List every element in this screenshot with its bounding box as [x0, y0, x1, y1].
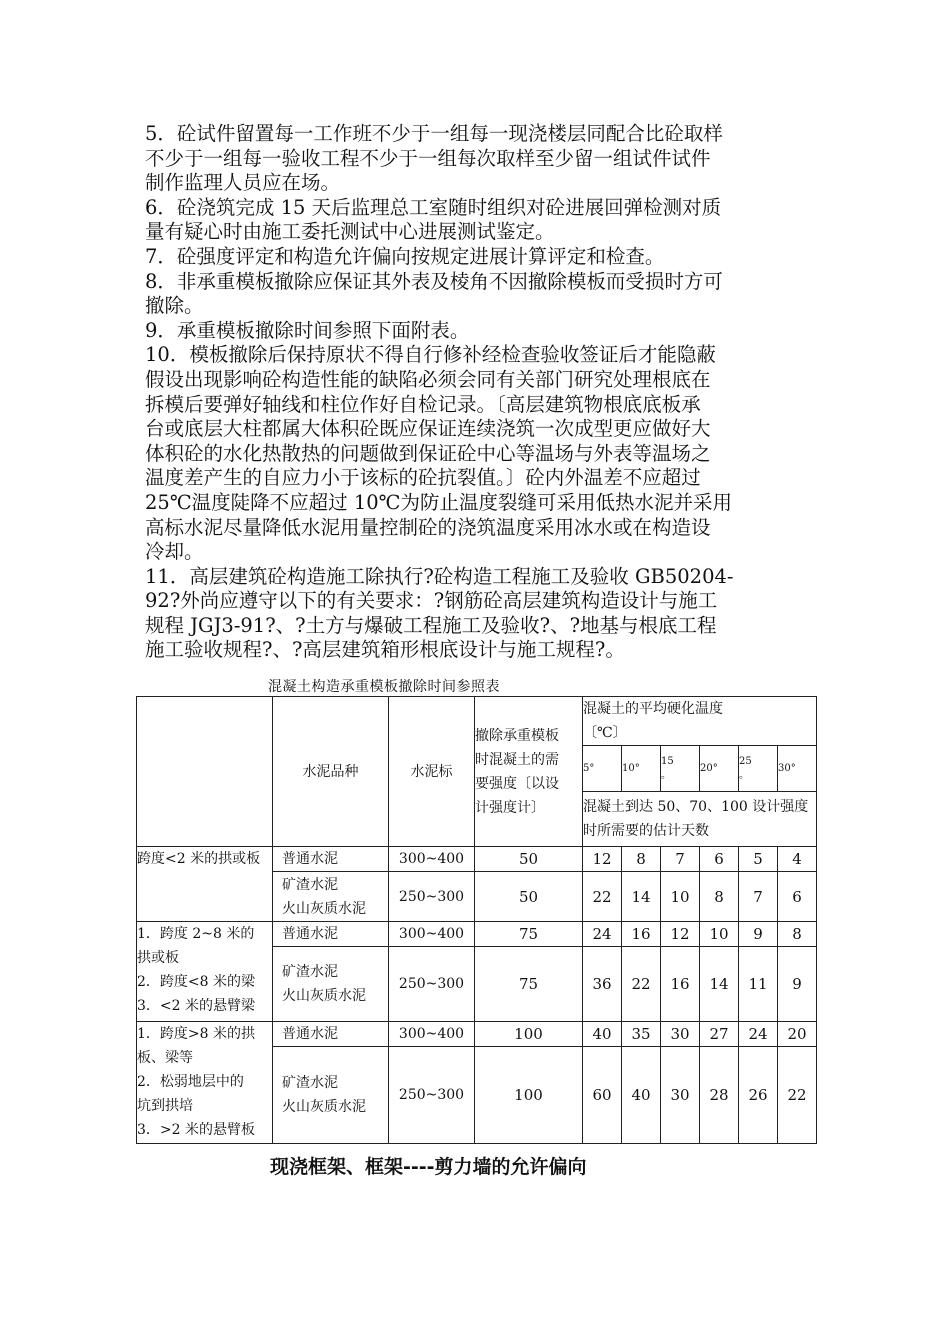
cement-type-line: 火山灰质水泥 — [282, 900, 366, 917]
temperature-column-header: 10° — [622, 746, 661, 792]
days-cell: 12 — [583, 847, 622, 872]
paragraph-line: 高标水泥尽量降低水泥用量控制砼的浇筑温度采用冰水或在构造设 — [145, 515, 711, 539]
paragraph — [145, 270, 810, 319]
days-cell: 26 — [739, 1047, 778, 1144]
section-title: 现浇框架、框架----剪力墙的允许偏向 — [270, 1156, 587, 1178]
span-category-cell — [137, 847, 273, 922]
days-cell: 20 — [778, 1022, 817, 1047]
cement-type-line: 普通水泥 — [282, 851, 338, 867]
paragraph-line: 拆模后要弹好轴线和柱位作好自检记录。〔高层建筑物根底底板承 — [145, 392, 701, 416]
days-cell: 24 — [739, 1022, 778, 1047]
days-cell: 27 — [700, 1022, 739, 1047]
paragraph-line: 台或底层大柱都属大体积砼既应保证连续浇筑一次成型更应做好大 — [145, 417, 711, 441]
header-days-note — [583, 792, 817, 847]
span-category-cell — [137, 1022, 273, 1144]
paragraph-line: 6．砼浇筑完成 15 天后监理总工室随时组织对砼进展回弹检测对质 — [145, 195, 722, 219]
cement-type-cell — [273, 1022, 389, 1047]
days-note-line: 混凝土到达 50、70、100 设计强度 — [583, 799, 809, 815]
days-cell: 11 — [739, 947, 778, 1022]
days-cell: 10 — [700, 922, 739, 947]
header-cement-grade: 水泥标 — [389, 697, 475, 847]
days-cell: 28 — [700, 1047, 739, 1144]
table-caption: 混凝土构造承重模板撤除时间参照表 — [268, 679, 500, 695]
cement-grade-cell: 250~300 — [389, 1047, 475, 1144]
paragraph-line: 温度差产生的自应力小于该标的砼抗裂值。〕砼内外温差不应超过 — [145, 466, 701, 490]
days-cell: 16 — [622, 922, 661, 947]
days-cell: 40 — [583, 1022, 622, 1047]
strength-header-line: 时混凝土的需 — [475, 751, 559, 768]
days-cell: 22 — [622, 947, 661, 1022]
required-strength-cell: 100 — [475, 1022, 583, 1047]
table-row — [137, 922, 817, 947]
days-cell: 7 — [661, 847, 700, 872]
span-category-line: 拱或板 — [137, 950, 179, 966]
formwork-removal-table — [136, 696, 817, 1144]
paragraph-line: 冷却。 — [145, 540, 204, 564]
paragraph-line: 8．非承重模板撤除应保证其外表及棱角不因撤除模板而受损时方可 — [145, 269, 723, 293]
span-category-line: 3．>2 米的悬臂板 — [137, 1122, 255, 1138]
paragraph-line: 体积砼的水化热散热的问题做到保证砼中心等温场与外表等温场之 — [145, 441, 711, 465]
paragraph-line: 5．砼试件留置每一工作班不少于一组每一现浇楼层同配合比砼取样 — [145, 122, 723, 145]
table-row — [137, 1022, 817, 1047]
span-category-line: 跨度<2 米的拱或板 — [137, 851, 261, 867]
header-avg-temperature — [583, 697, 817, 746]
paragraph — [145, 245, 810, 270]
cement-grade-cell: 250~300 — [389, 947, 475, 1022]
paragraph — [145, 196, 810, 245]
days-cell: 7 — [739, 872, 778, 922]
paragraph — [145, 565, 810, 663]
temperature-column-header: 30° — [778, 746, 817, 792]
cement-type-cell — [273, 922, 389, 947]
days-cell: 30 — [661, 1022, 700, 1047]
days-cell: 36 — [583, 947, 622, 1022]
days-cell: 8 — [778, 922, 817, 947]
cement-type-line: 矿渣水泥 — [282, 1075, 338, 1091]
cement-grade-cell: 300~400 — [389, 922, 475, 947]
span-category-line: 2．松弱地层中的 — [137, 1074, 244, 1090]
cement-grade-cell: 300~400 — [389, 847, 475, 872]
days-cell: 40 — [622, 1047, 661, 1144]
paragraph — [145, 319, 810, 344]
required-strength-cell: 50 — [475, 872, 583, 922]
required-strength-cell: 50 — [475, 847, 583, 872]
table-row — [137, 847, 817, 872]
paragraph-line: 25℃温度陡降不应超过 10℃为防止温度裂缝可采用低热水泥并采用 — [145, 490, 732, 514]
cement-type-line: 火山灰质水泥 — [282, 988, 366, 1004]
days-cell: 8 — [622, 847, 661, 872]
span-category-line: 3．<2 米的悬臂梁 — [137, 998, 255, 1014]
paragraph-line: 假设出现影响砼构造性能的缺陷必须会同有关部门研究处理根底在 — [145, 367, 711, 391]
days-cell: 14 — [700, 947, 739, 1022]
days-cell: 35 — [622, 1022, 661, 1047]
days-cell: 16 — [661, 947, 700, 1022]
days-cell: 8 — [700, 872, 739, 922]
paragraph-line: 9．承重模板撤除时间参照下面附表。 — [145, 318, 470, 342]
paragraph-line: 10．模板撤除后保持原状不得自行修补经检查验收签证后才能隐蔽 — [145, 343, 716, 367]
temperature-header-line: 〔℃〕 — [583, 725, 627, 741]
days-cell: 22 — [778, 1047, 817, 1144]
cement-type-cell — [273, 847, 389, 872]
paragraph-line: 规程 JGJ3-91?、?土方与爆破工程施工及验收?、?地基与根底工程 — [145, 613, 717, 637]
days-cell: 10 — [661, 872, 700, 922]
cement-type-cell — [273, 872, 389, 922]
required-strength-cell: 75 — [475, 922, 583, 947]
span-category-line: 板、梁等 — [137, 1050, 193, 1066]
cement-grade-cell: 300~400 — [389, 1022, 475, 1047]
paragraph-line: 11．高层建筑砼构造施工除执行?砼构造工程施工及验收 GB50204- — [145, 564, 734, 588]
cement-type-line: 普通水泥 — [282, 1026, 338, 1042]
span-category-line: 1．跨度>8 米的拱 — [137, 1026, 255, 1042]
paragraph-line: 制作监理人员应在场。 — [145, 171, 341, 195]
days-cell: 5 — [739, 847, 778, 872]
cement-type-cell — [273, 947, 389, 1022]
days-cell: 12 — [661, 922, 700, 947]
cement-type-line: 普通水泥 — [282, 926, 338, 942]
cement-type-line: 矿渣水泥 — [282, 964, 338, 980]
cement-grade-cell: 250~300 — [389, 872, 475, 922]
required-strength-cell: 100 — [475, 1047, 583, 1144]
cement-type-cell — [273, 1047, 389, 1144]
days-cell: 14 — [622, 872, 661, 922]
cement-type-line: 火山灰质水泥 — [282, 1099, 366, 1115]
paragraph — [145, 122, 810, 196]
header-blank — [137, 697, 273, 847]
cement-type-line: 矿渣水泥 — [282, 876, 338, 893]
days-cell: 60 — [583, 1047, 622, 1144]
days-cell: 9 — [739, 922, 778, 947]
days-cell: 4 — [778, 847, 817, 872]
strength-header-line: 计强度计〕 — [475, 799, 545, 816]
days-cell: 24 — [583, 922, 622, 947]
paragraph-line: 量有疑心时由施工委托测试中心进展测试鉴定。 — [145, 220, 555, 244]
days-cell: 6 — [700, 847, 739, 872]
days-cell: 6 — [778, 872, 817, 922]
strength-header-line: 撤除承重模板 — [475, 727, 559, 744]
days-cell: 22 — [583, 872, 622, 922]
required-strength-cell: 75 — [475, 947, 583, 1022]
temperature-column-header: 5° — [583, 746, 622, 792]
header-required-strength — [475, 697, 583, 847]
days-cell: 9 — [778, 947, 817, 1022]
span-category-line: 2．跨度<8 米的梁 — [137, 974, 255, 990]
paragraph-line: 施工验收规程?、?高层建筑箱形根底设计与施工规程?。 — [145, 638, 625, 662]
paragraph-line: 不少于一组每一验收工程不少于一组每次取样至少留一组试件试件 — [145, 146, 711, 170]
document-body — [145, 122, 810, 663]
paragraph-line: 撤除。 — [145, 294, 204, 318]
days-cell: 30 — [661, 1047, 700, 1144]
temperature-column-header: 20° — [700, 746, 739, 792]
paragraph — [145, 343, 810, 564]
days-note-line: 时所需要的估计天数 — [583, 823, 709, 839]
temperature-column-header: 25 。 — [739, 746, 778, 792]
temperature-header-line: 混凝土的平均硬化温度 — [583, 701, 723, 717]
span-category-cell — [137, 922, 273, 1022]
header-cement-type: 水泥品种 — [273, 697, 389, 847]
temperature-column-header: 15 。 — [661, 746, 700, 792]
paragraph-line: 7．砼强度评定和构造允许偏向按规定进展计算评定和检查。 — [145, 244, 665, 268]
paragraph-line: 92?外尚应遵守以下的有关要求：?钢筋砼高层建筑构造设计与施工 — [145, 589, 718, 613]
strength-header-line: 要强度〔以设 — [475, 775, 559, 792]
span-category-line: 坑到拱培 — [137, 1098, 193, 1114]
span-category-line: 1．跨度 2~8 米的 — [137, 926, 255, 942]
